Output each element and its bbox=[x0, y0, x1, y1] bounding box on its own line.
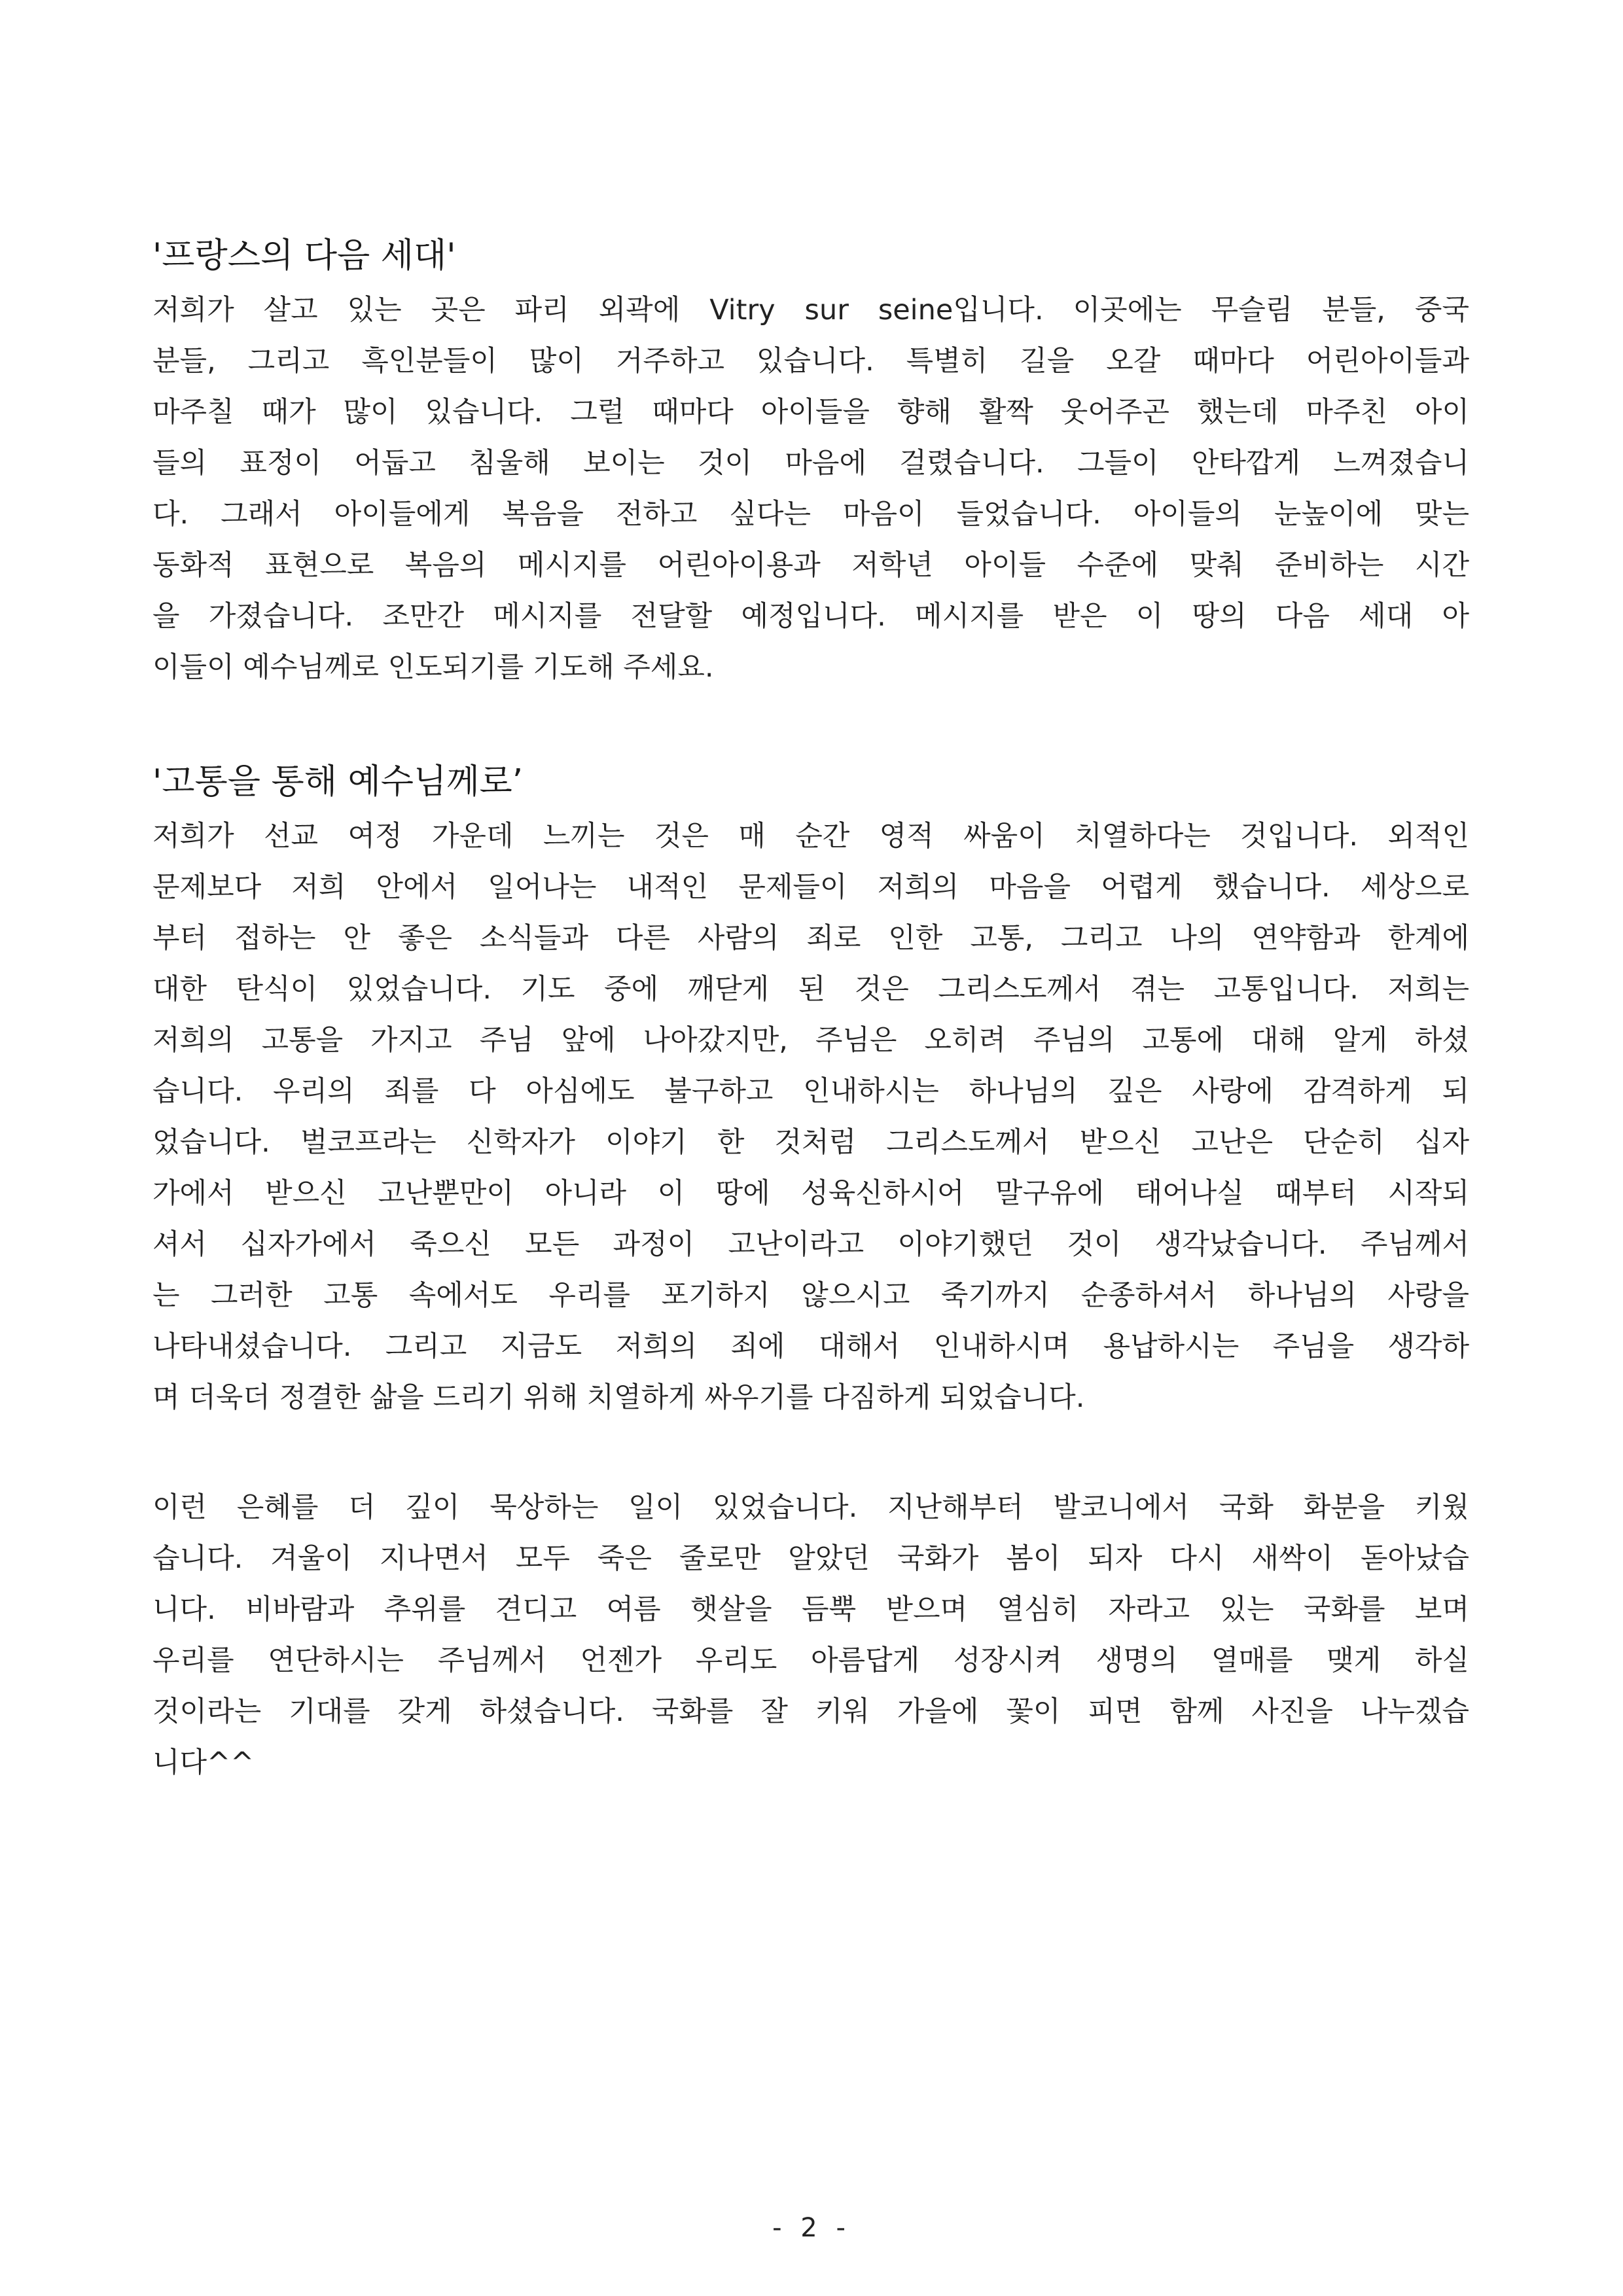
text-line: 을 가졌습니다. 조만간 메시지를 전달할 예정입니다. 메시지를 받은 이 땅의 다음 세대 아 bbox=[152, 600, 1470, 633]
section-title-next-generation: '프랑스의 다음 세대' bbox=[152, 236, 456, 275]
text-line: 동화적 표현으로 복음의 메시지를 어린아이용과 저학년 아이들 수준에 맞춰 준비하는 시간 bbox=[152, 549, 1469, 582]
text-line: 다. 그래서 아이들에게 복음을 전하고 싶다는 마음이 들었습니다. 아이들의 눈높이에 맞는 bbox=[152, 498, 1469, 531]
text-line: 저희가 살고 있는 곳은 파리 외곽에 Vitry sur seine입니다. 이곳에는 무슬림 분들, 중국 bbox=[152, 294, 1469, 327]
text-line: 부터 접하는 안 좋은 소식들과 다른 사람의 죄로 인한 고통, 그리고 나의 연약함과 한계에 bbox=[152, 922, 1469, 955]
paragraph-through-suffering bbox=[152, 811, 1469, 1423]
text-line: 나타내셨습니다. 그리고 지금도 저희의 죄에 대해서 인내하시며 용납하시는 주님을 생각하 bbox=[152, 1330, 1469, 1363]
text-line: 가에서 받으신 고난뿐만이 아니라 이 땅에 성육신하시어 말구유에 태어나실 때부터 시작되 bbox=[152, 1177, 1469, 1210]
page-number: - 2 - bbox=[772, 2213, 851, 2243]
text-line: 니다. 비바람과 추위를 견디고 여름 햇살을 듬뿍 받으며 열심히 자라고 있는 국화를 보며 bbox=[152, 1593, 1469, 1626]
text-line: 습니다. 겨울이 지나면서 모두 죽은 줄로만 알았던 국화가 봄이 되자 다시 새싹이 돋아났습 bbox=[152, 1542, 1469, 1575]
text-line: 니다^^ bbox=[152, 1746, 255, 1779]
document-body bbox=[152, 232, 1469, 1788]
text-line: 며 더욱더 정결한 삶을 드리기 위해 치열하게 싸우기를 다짐하게 되었습니다. bbox=[152, 1381, 1085, 1414]
text-line: 들의 표정이 어둡고 침울해 보이는 것이 마음에 걸렸습니다. 그들이 안타깝게 느껴졌습니 bbox=[152, 447, 1469, 480]
text-line: 저희의 고통을 가지고 주님 앞에 나아갔지만, 주님은 오히려 주님의 고통에 대해 알게 하셨 bbox=[152, 1024, 1469, 1057]
text-line: 습니다. 우리의 죄를 다 아심에도 불구하고 인내하시는 하나님의 깊은 사랑에 감격하게 되 bbox=[152, 1075, 1469, 1108]
paragraph-next-generation bbox=[152, 285, 1469, 693]
text-line: 이런 은혜를 더 깊이 묵상하는 일이 있었습니다. 지난해부터 발코니에서 국화 화분을 키웠 bbox=[152, 1491, 1469, 1524]
paragraph-chrysanthemum bbox=[152, 1482, 1469, 1788]
text-line: 대한 탄식이 있었습니다. 기도 중에 깨닫게 된 것은 그리스도께서 겪는 고통입니다. 저희는 bbox=[152, 973, 1469, 1006]
text-line: 것이라는 기대를 갖게 하셨습니다. 국화를 잘 키워 가을에 꽃이 피면 함께 사진을 나누겠습 bbox=[152, 1695, 1469, 1728]
section-title-through-suffering: '고통을 통해 예수님께로’ bbox=[152, 762, 524, 802]
text-line: 었습니다. 벌코프라는 신학자가 이야기 한 것처럼 그리스도께서 받으신 고난은 단순히 십자 bbox=[152, 1126, 1469, 1159]
text-line: 마주칠 때가 많이 있습니다. 그럴 때마다 아이들을 향해 활짝 웃어주곤 했는데 마주친 아이 bbox=[152, 396, 1469, 429]
text-line: 우리를 연단하시는 주님께서 언젠가 우리도 아름답게 성장시켜 생명의 열매를 맺게 하실 bbox=[152, 1644, 1469, 1677]
text-line: 는 그러한 고통 속에서도 우리를 포기하지 않으시고 죽기까지 순종하셔서 하나님의 사랑을 bbox=[152, 1279, 1469, 1312]
text-line: 저희가 선교 여정 가운데 느끼는 것은 매 순간 영적 싸움이 치열하다는 것입니다. 외적인 bbox=[152, 820, 1469, 853]
text-line: 이들이 예수님께로 인도되기를 기도해 주세요. bbox=[152, 651, 714, 684]
text-line: 문제보다 저희 안에서 일어나는 내적인 문제들이 저희의 마음을 어렵게 했습니다. 세상으로 bbox=[152, 871, 1469, 904]
text-line: 분들, 그리고 흑인분들이 많이 거주하고 있습니다. 특별히 길을 오갈 때마다 어린아이들과 bbox=[152, 345, 1469, 378]
text-line: 셔서 십자가에서 죽으신 모든 과정이 고난이라고 이야기했던 것이 생각났습니다. 주님께서 bbox=[152, 1228, 1469, 1261]
